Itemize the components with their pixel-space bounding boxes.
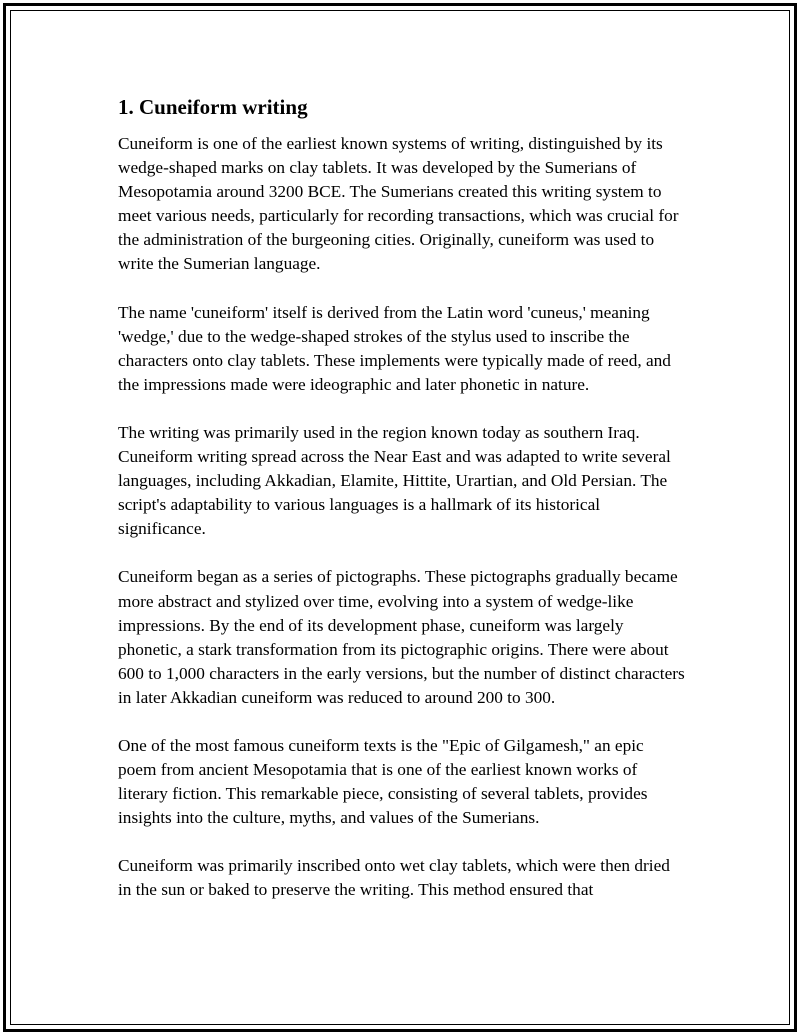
paragraph-6: Cuneiform was primarily inscribed onto wet clay tablets, which were then dried in the sun or baked to preserve the writing. This method ensured that: [118, 856, 670, 900]
section-heading: 1. Cuneiform writing: [118, 95, 308, 119]
paragraph-2: The name 'cuneiform' itself is derived from the Latin word 'cuneus,' meaning 'wedge,' due to the wedge-shaped strokes of the stylus used to inscribe the characters onto clay tablets. These implements were typically made of reed, and the impressions made were ideographic and later phonetic in nature.: [118, 302, 671, 394]
document-body: [118, 94, 686, 927]
paragraph-5: One of the most famous cuneiform texts is the "Epic of Gilgamesh," an epic poem from ancient Mesopotamia that is one of the earliest known works of literary fiction. This remarkable piece, consisting of several tablets, provides insights into the culture, myths, and values of the Sumerians.: [118, 735, 648, 828]
paragraph-3: The writing was primarily used in the region known today as southern Iraq. Cuneiform writing spread across the Near East and was adapted to write several languages, including Akkadian, Elamite, Hittite, Urartian, and Old Persian. The script's adaptability to various languages is a hallmark of its historical significance.: [118, 422, 671, 539]
paragraph-4: Cuneiform began as a series of pictographs. These pictographs gradually became more abstract and stylized over time, evolving into a system of wedge-like impressions. By the end of its development phase, cuneiform was largely phonetic, a stark transformation from its pictographic origins. There were about 600 to 1,000 characters in the early versions, but the number of distinct characters in later Akkadian cuneiform was reduced to around 200 to 300.: [118, 567, 685, 707]
paragraph-1: Cuneiform is one of the earliest known systems of writing, distinguished by its wedge-shaped marks on clay tablets. It was developed by the Sumerians of Mesopotamia around 3200 BCE. The Sumerians created this writing system to meet various needs, particularly for recording transactions, which was crucial for the administration of the burgeoning cities. Originally, cuneiform was used to write the Sumerian language.: [118, 134, 679, 274]
